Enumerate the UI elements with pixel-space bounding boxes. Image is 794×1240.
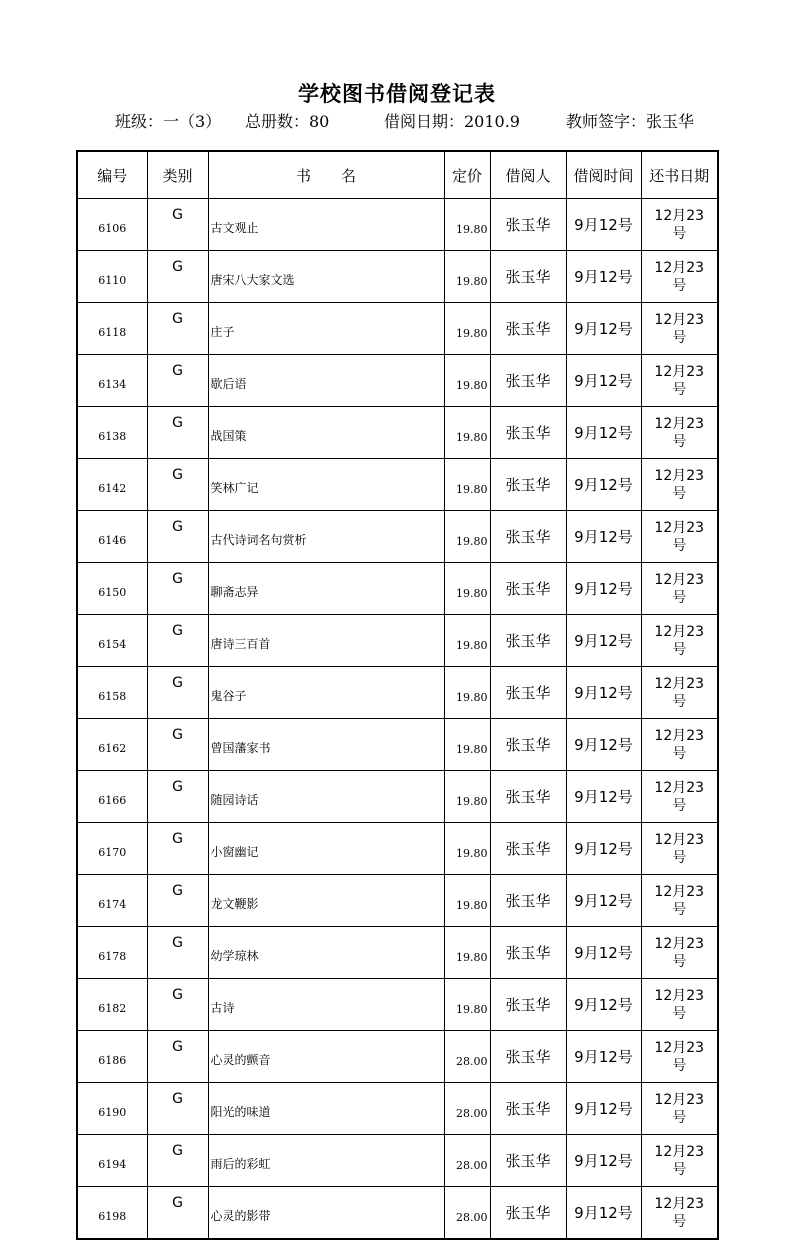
cell-borrower: 张玉华 [490, 355, 566, 407]
cell-number: 6118 [77, 303, 147, 355]
table-row [77, 615, 718, 667]
cell-return-date [641, 511, 718, 563]
return-date-text: 12月23号 [654, 467, 705, 502]
cell-borrow-time: 9月12号 [566, 511, 641, 563]
cell-book-title: 小窗幽记 [208, 823, 444, 875]
cell-borrower: 张玉华 [490, 303, 566, 355]
cell-borrower: 张玉华 [490, 927, 566, 979]
return-date-text: 12月23号 [654, 207, 705, 242]
cell-return-date [641, 979, 718, 1031]
cell-book-title: 幼学琼林 [208, 927, 444, 979]
cell-price: 19.80 [444, 667, 490, 719]
col-header-price: 定价 [444, 151, 490, 199]
cell-number: 6146 [77, 511, 147, 563]
cell-borrow-time: 9月12号 [566, 823, 641, 875]
cell-borrow-time: 9月12号 [566, 667, 641, 719]
cell-category: G [147, 251, 208, 303]
cell-price: 19.80 [444, 719, 490, 771]
table-row [77, 459, 718, 511]
table-row [77, 875, 718, 927]
cell-price: 19.80 [444, 251, 490, 303]
cell-borrow-time: 9月12号 [566, 1187, 641, 1240]
cell-borrow-time: 9月12号 [566, 771, 641, 823]
cell-return-date [641, 875, 718, 927]
cell-number: 6110 [77, 251, 147, 303]
cell-book-title: 笑林广记 [208, 459, 444, 511]
cell-return-date [641, 355, 718, 407]
cell-borrow-time: 9月12号 [566, 303, 641, 355]
cell-number: 6158 [77, 667, 147, 719]
cell-borrow-time: 9月12号 [566, 355, 641, 407]
cell-number: 6198 [77, 1187, 147, 1240]
cell-number: 6154 [77, 615, 147, 667]
cell-number: 6194 [77, 1135, 147, 1187]
col-header-borrower: 借阅人 [490, 151, 566, 199]
return-date-text: 12月23号 [654, 415, 705, 450]
return-date-text: 12月23号 [654, 779, 705, 814]
cell-category: G [147, 355, 208, 407]
cell-category: G [147, 563, 208, 615]
cell-book-title: 雨后的彩虹 [208, 1135, 444, 1187]
cell-return-date [641, 927, 718, 979]
cell-borrower: 张玉华 [490, 1083, 566, 1135]
cell-category: G [147, 771, 208, 823]
cell-category: G [147, 1187, 208, 1240]
cell-return-date [641, 459, 718, 511]
cell-category: G [147, 667, 208, 719]
cell-price: 28.00 [444, 1187, 490, 1240]
cell-borrower: 张玉华 [490, 719, 566, 771]
cell-borrower: 张玉华 [490, 251, 566, 303]
cell-price: 19.80 [444, 615, 490, 667]
table-row [77, 1135, 718, 1187]
cell-number: 6150 [77, 563, 147, 615]
cell-borrow-time: 9月12号 [566, 459, 641, 511]
cell-category: G [147, 719, 208, 771]
cell-category: G [147, 459, 208, 511]
cell-borrow-time: 9月12号 [566, 563, 641, 615]
cell-borrow-time: 9月12号 [566, 1135, 641, 1187]
cell-borrow-time: 9月12号 [566, 615, 641, 667]
cell-book-title: 龙文鞭影 [208, 875, 444, 927]
return-date-text: 12月23号 [654, 883, 705, 918]
cell-book-title: 心灵的影带 [208, 1187, 444, 1240]
cell-number: 6182 [77, 979, 147, 1031]
cell-number: 6106 [77, 199, 147, 251]
cell-return-date [641, 1031, 718, 1083]
return-date-text: 12月23号 [654, 831, 705, 866]
cell-borrower: 张玉华 [490, 875, 566, 927]
cell-return-date [641, 771, 718, 823]
cell-book-title: 曾国藩家书 [208, 719, 444, 771]
table-header-row [77, 151, 718, 199]
cell-book-title: 唐诗三百首 [208, 615, 444, 667]
table-row [77, 1187, 718, 1240]
cell-borrower: 张玉华 [490, 771, 566, 823]
cell-borrow-time: 9月12号 [566, 1031, 641, 1083]
cell-borrower: 张玉华 [490, 1135, 566, 1187]
cell-category: G [147, 875, 208, 927]
table-row [77, 1083, 718, 1135]
cell-return-date [641, 407, 718, 459]
cell-number: 6178 [77, 927, 147, 979]
cell-number: 6134 [77, 355, 147, 407]
cell-borrower: 张玉华 [490, 511, 566, 563]
cell-category: G [147, 823, 208, 875]
cell-borrower: 张玉华 [490, 199, 566, 251]
cell-borrower: 张玉华 [490, 407, 566, 459]
cell-price: 28.00 [444, 1135, 490, 1187]
cell-price: 19.80 [444, 459, 490, 511]
return-date-text: 12月23号 [654, 1143, 705, 1178]
cell-borrow-time: 9月12号 [566, 407, 641, 459]
table-row [77, 927, 718, 979]
cell-category: G [147, 303, 208, 355]
cell-borrower: 张玉华 [490, 667, 566, 719]
total-count-label: 总册数：80 [245, 112, 330, 131]
cell-borrow-time: 9月12号 [566, 875, 641, 927]
cell-number: 6190 [77, 1083, 147, 1135]
cell-book-title: 古代诗词名句赏析 [208, 511, 444, 563]
table-row [77, 1031, 718, 1083]
cell-borrow-time: 9月12号 [566, 1083, 641, 1135]
cell-number: 6186 [77, 1031, 147, 1083]
table-row [77, 511, 718, 563]
return-date-text: 12月23号 [654, 987, 705, 1022]
cell-borrow-time: 9月12号 [566, 251, 641, 303]
cell-price: 19.80 [444, 511, 490, 563]
cell-book-title: 古诗 [208, 979, 444, 1031]
table-row [77, 251, 718, 303]
cell-price: 19.80 [444, 407, 490, 459]
class-label: 班级：一（3） [115, 112, 222, 131]
table-row [77, 407, 718, 459]
cell-borrower: 张玉华 [490, 563, 566, 615]
col-header-borrow-time: 借阅时间 [566, 151, 641, 199]
cell-price: 19.80 [444, 875, 490, 927]
cell-number: 6166 [77, 771, 147, 823]
cell-number: 6174 [77, 875, 147, 927]
cell-book-title: 阳光的味道 [208, 1083, 444, 1135]
return-date-text: 12月23号 [654, 259, 705, 294]
table-row [77, 771, 718, 823]
cell-book-title: 庄子 [208, 303, 444, 355]
cell-return-date [641, 303, 718, 355]
cell-book-title: 聊斋志异 [208, 563, 444, 615]
cell-category: G [147, 615, 208, 667]
return-date-text: 12月23号 [654, 727, 705, 762]
cell-return-date [641, 719, 718, 771]
return-date-text: 12月23号 [654, 311, 705, 346]
cell-category: G [147, 511, 208, 563]
cell-category: G [147, 199, 208, 251]
cell-borrow-time: 9月12号 [566, 719, 641, 771]
cell-borrower: 张玉华 [490, 823, 566, 875]
cell-return-date [641, 563, 718, 615]
cell-category: G [147, 407, 208, 459]
return-date-text: 12月23号 [654, 623, 705, 658]
cell-borrow-time: 9月12号 [566, 979, 641, 1031]
cell-return-date [641, 251, 718, 303]
cell-price: 19.80 [444, 979, 490, 1031]
cell-price: 19.80 [444, 303, 490, 355]
cell-borrow-time: 9月12号 [566, 199, 641, 251]
return-date-text: 12月23号 [654, 519, 705, 554]
cell-price: 19.80 [444, 927, 490, 979]
return-date-text: 12月23号 [654, 1195, 705, 1230]
table-row [77, 563, 718, 615]
col-header-category: 类别 [147, 151, 208, 199]
cell-return-date [641, 199, 718, 251]
cell-borrower: 张玉华 [490, 459, 566, 511]
cell-book-title: 古文观止 [208, 199, 444, 251]
cell-book-title: 战国策 [208, 407, 444, 459]
cell-number: 6142 [77, 459, 147, 511]
col-header-number: 编号 [77, 151, 147, 199]
cell-price: 19.80 [444, 771, 490, 823]
cell-book-title: 鬼谷子 [208, 667, 444, 719]
cell-borrower: 张玉华 [490, 1187, 566, 1240]
cell-return-date [641, 1135, 718, 1187]
cell-price: 28.00 [444, 1083, 490, 1135]
cell-price: 19.80 [444, 823, 490, 875]
col-header-book-title: 书 名 [208, 151, 444, 199]
return-date-text: 12月23号 [654, 1039, 705, 1074]
cell-book-title: 心灵的颤音 [208, 1031, 444, 1083]
table-row [77, 979, 718, 1031]
cell-borrower: 张玉华 [490, 615, 566, 667]
table-row [77, 303, 718, 355]
cell-number: 6162 [77, 719, 147, 771]
borrow-date-label: 借阅日期：2010.9 [384, 112, 520, 131]
cell-category: G [147, 1135, 208, 1187]
table-row [77, 355, 718, 407]
cell-category: G [147, 1083, 208, 1135]
col-header-return-date: 还书日期 [641, 151, 718, 199]
cell-category: G [147, 979, 208, 1031]
cell-return-date [641, 667, 718, 719]
cell-price: 28.00 [444, 1031, 490, 1083]
cell-category: G [147, 1031, 208, 1083]
cell-return-date [641, 615, 718, 667]
cell-borrow-time: 9月12号 [566, 927, 641, 979]
cell-book-title: 歇后语 [208, 355, 444, 407]
cell-price: 19.80 [444, 355, 490, 407]
teacher-signature-label: 教师签字：张玉华 [566, 112, 695, 131]
page-title: 学校图书借阅登记表 [298, 81, 496, 106]
cell-borrower: 张玉华 [490, 1031, 566, 1083]
cell-category: G [147, 927, 208, 979]
table-row [77, 667, 718, 719]
cell-borrower: 张玉华 [490, 979, 566, 1031]
borrow-register-table [76, 150, 719, 1240]
cell-return-date [641, 823, 718, 875]
return-date-text: 12月23号 [654, 363, 705, 398]
cell-price: 19.80 [444, 563, 490, 615]
return-date-text: 12月23号 [654, 1091, 705, 1126]
table-row [77, 199, 718, 251]
cell-price: 19.80 [444, 199, 490, 251]
return-date-text: 12月23号 [654, 935, 705, 970]
cell-return-date [641, 1083, 718, 1135]
cell-book-title: 唐宋八大家文选 [208, 251, 444, 303]
return-date-text: 12月23号 [654, 675, 705, 710]
return-date-text: 12月23号 [654, 571, 705, 606]
cell-number: 6170 [77, 823, 147, 875]
table-row [77, 719, 718, 771]
cell-book-title: 随园诗话 [208, 771, 444, 823]
table-row [77, 823, 718, 875]
cell-number: 6138 [77, 407, 147, 459]
cell-return-date [641, 1187, 718, 1240]
